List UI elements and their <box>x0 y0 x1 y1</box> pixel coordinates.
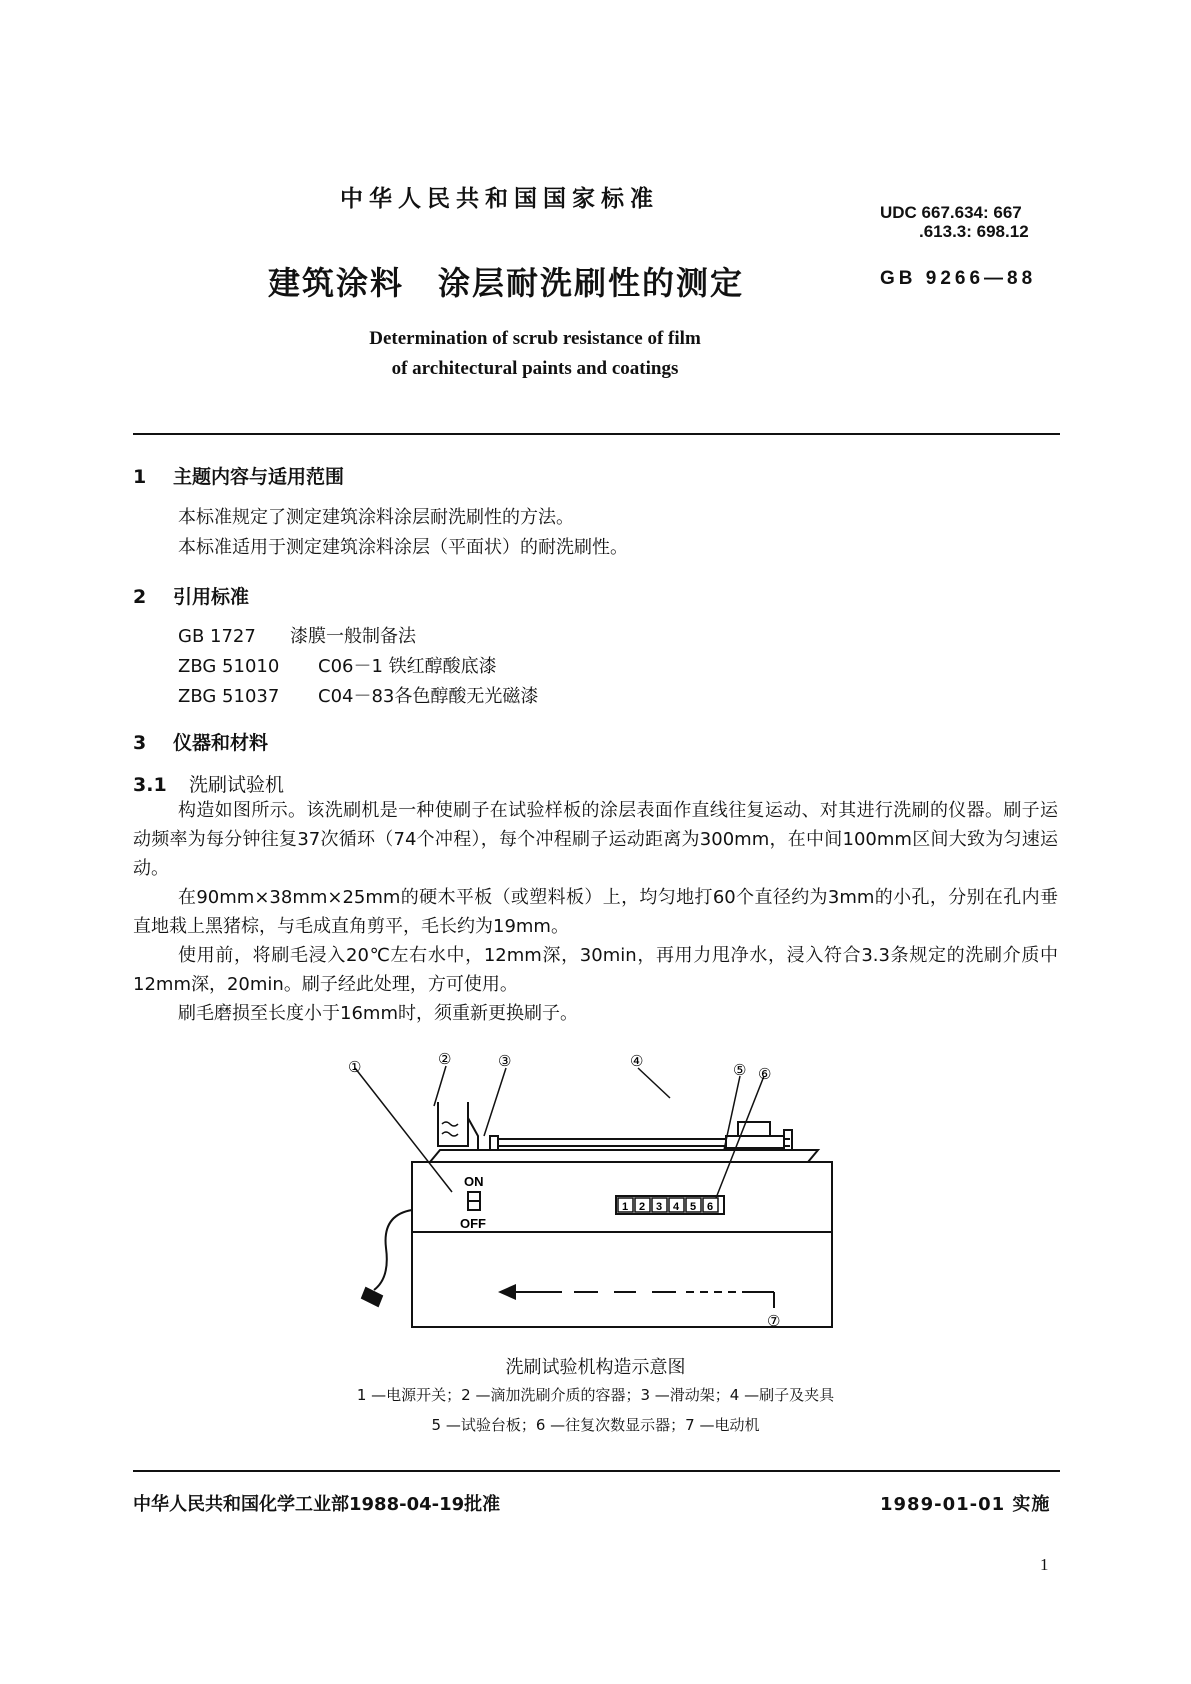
counter-digit: 4 <box>673 1201 680 1213</box>
reference-code: ZBG 51010 <box>178 656 280 677</box>
scrub-tester-diagram <box>330 1050 860 1345</box>
figure-caption: 洗刷试验机构造示意图 <box>505 1357 686 1378</box>
section-1-paragraph-2: 本标准适用于测定建筑涂料涂层（平面状）的耐洗刷性。 <box>178 537 628 558</box>
reference-code: GB 1727 <box>178 626 256 647</box>
title-chinese: 建筑涂料 涂层耐洗刷性的测定 <box>268 264 745 302</box>
section-3-number: 3 <box>133 732 147 754</box>
subsection-3-1-body <box>133 796 1058 1028</box>
body-paragraph: 构造如图所示。该洗刷机是一种使刷子在试验样板的涂层表面作直线往复运动、对其进行洗刷的仪器。刷子运动频率为每分钟往复37次循环（74个冲程），每个冲程刷子运动距离为300mm，在中间100mm区间大致为匀速运动。 <box>133 800 1058 879</box>
reference-item <box>178 652 497 678</box>
counter-digit: 2 <box>639 1201 646 1213</box>
figure-legend-line-1: 1 —电源开关；2 —滴加洗刷介质的容器；3 —滑动架；4 —刷子及夹具 <box>356 1386 835 1404</box>
section-1-title: 主题内容与适用范围 <box>173 466 345 488</box>
brush-block <box>726 1136 784 1148</box>
section-3-heading <box>133 728 268 755</box>
header-divider <box>133 433 1060 435</box>
page-number: 1 <box>1040 1555 1049 1574</box>
section-3-title: 仪器和材料 <box>173 732 269 754</box>
udc-line-1: UDC 667.634: 667 <box>880 203 1022 222</box>
container-spout <box>468 1118 478 1150</box>
callout-2: ② <box>438 1051 452 1068</box>
reference-item <box>178 682 538 708</box>
gb-number: GB 9266—88 <box>880 268 1037 289</box>
subsection-3-1-heading <box>133 770 284 797</box>
section-1-number: 1 <box>133 466 147 488</box>
subsection-3-1-number: 3.1 <box>133 774 167 796</box>
leader-line-4 <box>638 1068 670 1098</box>
udc-line-2: .613.3: 698.12 <box>919 222 1029 241</box>
body-paragraph: 在90mm×38mm×25mm的硬木平板（或塑料板）上，均匀地打60个直径约为3mm的小孔，分别在孔内垂直地栽上黑猪棕，与毛成直角剪平，毛长约为19mm。 <box>133 887 1058 937</box>
reference-item <box>178 622 416 648</box>
callout-4: ④ <box>630 1053 644 1070</box>
callout-5: ⑤ <box>733 1062 747 1079</box>
section-1-paragraph-1: 本标准规定了测定建筑涂料涂层耐洗刷性的方法。 <box>178 507 574 528</box>
switch-on-label: ON <box>464 1174 484 1189</box>
leader-line-3 <box>484 1068 506 1136</box>
section-2-number: 2 <box>133 586 147 608</box>
counter-digit: 6 <box>707 1201 714 1213</box>
approval-statement: 中华人民共和国化学工业部1988-04-19批准 <box>133 1494 501 1515</box>
leader-line-2 <box>434 1066 446 1106</box>
callout-7: ⑦ <box>767 1313 781 1330</box>
switch-off-label: OFF <box>460 1216 486 1231</box>
section-1-heading <box>133 462 344 489</box>
counter-digit: 5 <box>690 1201 697 1213</box>
reference-title: C06－1 铁红醇酸底漆 <box>318 656 497 677</box>
callout-1: ① <box>348 1059 362 1076</box>
standard-type: 中华人民共和国国家标准 <box>340 185 659 212</box>
arrow-head <box>498 1284 516 1300</box>
counter-digits <box>618 1198 718 1213</box>
counter-digit: 1 <box>622 1201 629 1213</box>
footer-divider <box>133 1470 1060 1472</box>
counter-digit: 3 <box>656 1201 663 1213</box>
figure-legend-line-2: 5 —试验台板；6 —往复次数显示器；7 —电动机 <box>431 1416 760 1434</box>
title-english <box>250 324 820 384</box>
callout-3: ③ <box>498 1053 512 1070</box>
reference-code: ZBG 51037 <box>178 686 280 707</box>
power-cord <box>374 1210 412 1290</box>
effective-date: 1989-01-01 实施 <box>880 1494 1051 1515</box>
subsection-3-1-title: 洗刷试验机 <box>189 774 285 796</box>
udc-code <box>880 203 1029 241</box>
reference-title: 漆膜一般制备法 <box>290 626 416 647</box>
body-paragraph: 使用前，将刷毛浸入20℃左右水中，12mm深，30min，再用力甩净水，浸入符合3.3条规定的洗刷介质中12mm深，20min。刷子经此处理，方可使用。 <box>133 945 1058 995</box>
liquid-waves <box>442 1122 458 1136</box>
callout-6: ⑥ <box>758 1066 772 1083</box>
section-2-title: 引用标准 <box>173 586 250 608</box>
title-english-line-2: of architectural paints and coatings <box>391 358 679 379</box>
power-plug <box>362 1288 382 1306</box>
reference-title: C04－83各色醇酸无光磁漆 <box>318 686 539 707</box>
test-plate <box>430 1150 818 1162</box>
slide-frame-end-left <box>490 1136 498 1150</box>
body-paragraph: 刷毛磨损至长度小于16mm时，须重新更换刷子。 <box>178 1003 578 1024</box>
title-english-line-1: Determination of scrub resistance of film <box>369 328 701 349</box>
section-2-heading <box>133 582 249 609</box>
